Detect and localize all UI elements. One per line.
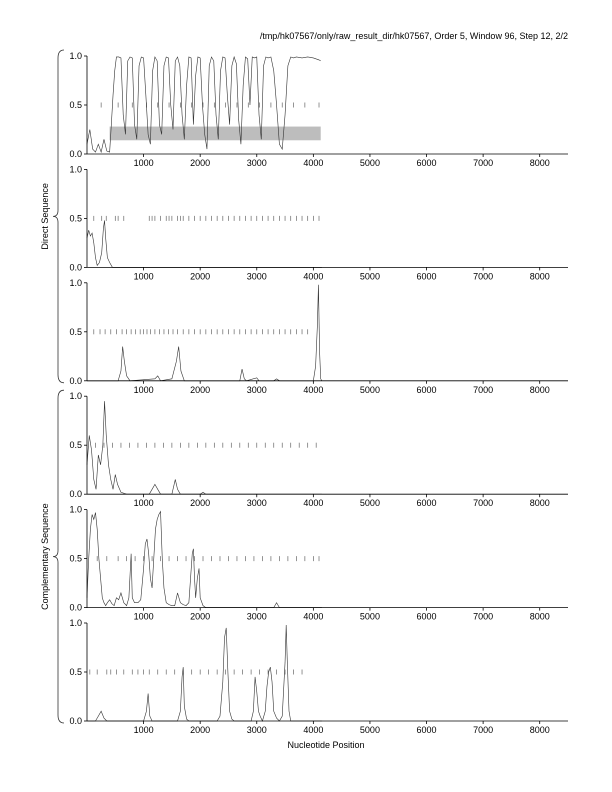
panel-3 (69, 278, 568, 395)
x-tick-label: 1000 (133, 611, 154, 622)
x-tick-label: 4000 (303, 498, 324, 509)
panel-2 (69, 164, 568, 281)
x-tick-label: 6000 (416, 384, 437, 395)
x-tick-label: 5000 (359, 498, 380, 509)
group-label: Complementary Sequence (40, 503, 50, 610)
x-tick-label: 3000 (246, 725, 267, 735)
y-tick-label: 0.0 (69, 716, 82, 726)
group-bracket (53, 390, 64, 723)
panel-6 (69, 618, 568, 735)
x-tick-label: 2000 (190, 498, 211, 509)
series-line (87, 401, 322, 494)
x-tick-label: 3000 (246, 384, 267, 395)
series-line (87, 625, 322, 721)
group-label: Direct Sequence (40, 183, 50, 250)
x-tick-label: 1000 (133, 384, 154, 395)
x-tick-label: 3000 (246, 271, 267, 282)
header-text: /tmp/hk07567/only/raw_result_dir/hk07567, Order 5, Window 96, Step 12, 2/2 (259, 31, 568, 41)
x-tick-label: 4000 (303, 158, 324, 168)
x-tick-label: 8000 (529, 498, 550, 509)
x-tick-label: 6000 (416, 498, 437, 509)
y-tick-label: 1.0 (69, 277, 82, 288)
x-tick-label: 2000 (190, 271, 211, 282)
y-tick-label: 0.0 (69, 489, 82, 500)
panel-4 (69, 391, 568, 508)
panels-group (69, 51, 568, 735)
x-tick-label: 4000 (303, 725, 324, 735)
group-brackets (40, 50, 64, 723)
x-tick-label: 4000 (303, 384, 324, 395)
y-tick-label: 0.5 (69, 100, 82, 110)
x-tick-label: 7000 (473, 158, 494, 168)
x-axis-label: Nucleotide Position (287, 740, 365, 750)
y-tick-label: 0.5 (69, 553, 82, 564)
x-tick-label: 3000 (246, 158, 267, 168)
y-tick-label: 1.0 (69, 51, 82, 61)
y-tick-label: 0.0 (69, 149, 82, 159)
x-tick-label: 8000 (529, 271, 550, 282)
panel-5 (69, 505, 568, 622)
x-tick-label: 5000 (359, 271, 380, 282)
x-tick-label: 7000 (473, 498, 494, 509)
highlight-band (110, 127, 321, 141)
x-tick-label: 1000 (133, 271, 154, 282)
x-tick-label: 6000 (416, 271, 437, 282)
x-tick-label: 5000 (359, 158, 380, 168)
x-tick-label: 6000 (416, 611, 437, 622)
x-tick-label: 5000 (359, 384, 380, 395)
x-tick-label: 5000 (359, 725, 380, 735)
y-tick-label: 0.0 (69, 375, 82, 386)
x-tick-label: 1000 (133, 498, 154, 509)
y-tick-label: 0.5 (69, 440, 82, 451)
x-tick-label: 8000 (529, 611, 550, 622)
x-tick-label: 7000 (473, 271, 494, 282)
x-tick-label: 4000 (303, 611, 324, 622)
x-tick-label: 1000 (133, 158, 154, 168)
x-tick-label: 4000 (303, 271, 324, 282)
y-tick-label: 0.0 (69, 262, 82, 273)
group-bracket (53, 50, 64, 383)
x-tick-label: 7000 (473, 725, 494, 735)
panel-1 (69, 51, 568, 168)
x-tick-label: 2000 (190, 611, 211, 622)
y-tick-label: 0.5 (69, 326, 82, 337)
x-tick-label: 2000 (190, 725, 211, 735)
x-tick-label: 8000 (529, 725, 550, 735)
x-tick-label: 1000 (133, 725, 154, 735)
series-line (87, 220, 322, 267)
y-tick-label: 1.0 (69, 164, 82, 175)
x-tick-label: 6000 (416, 158, 437, 168)
y-tick-label: 0.0 (69, 602, 82, 613)
x-tick-label: 2000 (190, 158, 211, 168)
x-tick-label: 7000 (473, 384, 494, 395)
y-tick-label: 0.5 (69, 213, 82, 224)
x-tick-label: 7000 (473, 611, 494, 622)
y-tick-label: 1.0 (69, 504, 82, 515)
series-line (87, 512, 322, 608)
y-tick-label: 0.5 (69, 667, 82, 677)
x-tick-label: 2000 (190, 384, 211, 395)
y-tick-label: 1.0 (69, 618, 82, 628)
x-tick-label: 3000 (246, 611, 267, 622)
y-tick-label: 1.0 (69, 391, 82, 402)
x-tick-label: 6000 (416, 725, 437, 735)
x-tick-label: 8000 (529, 158, 550, 168)
x-tick-label: 8000 (529, 384, 550, 395)
x-tick-label: 3000 (246, 498, 267, 509)
x-tick-label: 5000 (359, 611, 380, 622)
